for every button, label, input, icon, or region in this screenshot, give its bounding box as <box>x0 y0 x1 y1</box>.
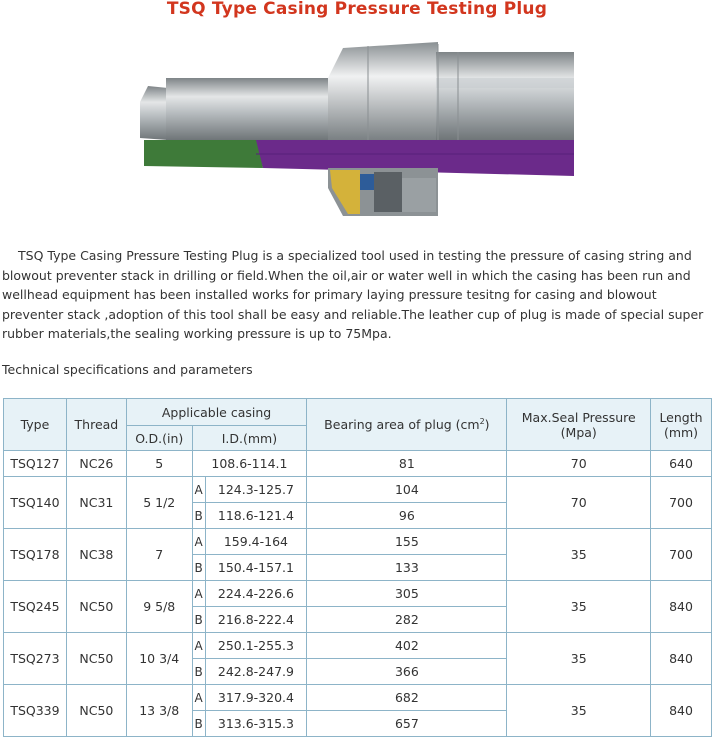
intro-text: TSQ Type Casing Pressure Testing Plug is a specialized tool used in testing the pressure of casing string and blowout preventer stack in drilling or field.When the oil,air or water well in which the casing has been run and wellhead equipment has been installed works for primary laying pressure tesitng for casing and blowout preventer stack ,adoption of this tool shall be easy and reliable.The leather cup of plug is made of special super rubber materials,the sealing working pressure is up to 75Mpa. <box>2 248 704 341</box>
spec-subheading: Technical specifications and parameters <box>2 362 253 377</box>
table-row: B 150.4-157.1 133 <box>4 555 712 581</box>
spec-table <box>3 398 712 737</box>
table-row: TSQ127 NC26 5 108.6-114.1 81 70 640 <box>4 451 712 477</box>
header-max-seal-pressure: Max.Seal Pressure (Mpa) <box>507 399 651 451</box>
table-row: TSQ245 NC50 9 5/8 A 224.4-226.6 305 35 840 <box>4 581 712 607</box>
header-bearing-area: Bearing area of plug $(cm^2)$ <box>307 399 507 451</box>
table-row: TSQ339 NC50 13 3/8 A 317.9-320.4 682 35 840 <box>4 685 712 711</box>
table-row: B 118.6-121.4 96 <box>4 503 712 529</box>
intro-paragraph <box>2 246 714 344</box>
header-length: Length (mm) <box>651 399 712 451</box>
header-od: O.D.(in) <box>126 426 192 451</box>
table-row: TSQ140 NC31 5 1/2 A 124.3-125.7 104 70 700 <box>4 477 712 503</box>
header-id: I.D.(mm) <box>192 426 307 451</box>
header-applicable-casing: Applicable casing <box>126 399 306 426</box>
page-title: TSQ Type Casing Pressure Testing Plug <box>166 0 548 19</box>
table-row: B 242.8-247.9 366 <box>4 659 712 685</box>
header-thread: Thread <box>66 399 126 451</box>
table-row: TSQ178 NC38 7 A 159.4-164 155 35 700 <box>4 529 712 555</box>
table-row: B 216.8-222.4 282 <box>4 607 712 633</box>
casing-plug-cross-section-drawing-icon <box>138 38 578 218</box>
table-header-row <box>4 399 712 426</box>
header-type: Type <box>4 399 67 451</box>
table-row: B 313.6-315.3 657 <box>4 711 712 737</box>
table-row: TSQ273 NC50 10 3/4 A 250.1-255.3 402 35 840 <box>4 633 712 659</box>
